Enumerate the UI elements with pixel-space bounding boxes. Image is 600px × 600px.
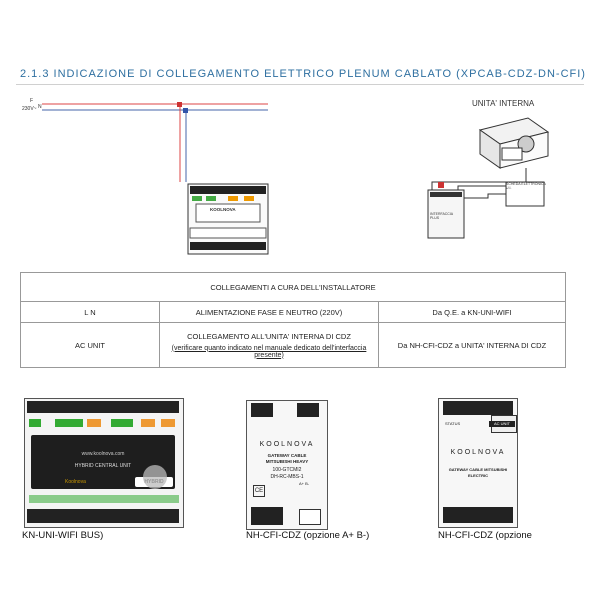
device3-brand: KOOLNOVA <box>450 449 506 456</box>
indoor-unit-label: UNITA' INTERNA <box>472 99 535 108</box>
device2-sub: DH-RC-MBS-1 <box>270 474 304 480</box>
connections-table <box>20 272 566 368</box>
device-center-text: HYBRID CENTRAL UNIT <box>74 463 132 469</box>
device3-ac-unit: AC UNIT <box>489 421 515 427</box>
row2-note: (verificare quanto indicato nel manuale dedicato dell'interfaccia presente) <box>171 344 367 359</box>
row2-title: COLLEGAMENTO ALL'UNITA' INTERNA DI CDZ <box>187 331 351 341</box>
kn-uni-wifi-device <box>24 398 184 528</box>
row1-col2: ALIMENTAZIONE FASE E NEUTRO (220V) <box>160 302 379 323</box>
label-f: F <box>30 98 34 104</box>
table-row <box>21 323 566 368</box>
nh-cfi-cdz-ab-device <box>246 400 328 530</box>
wifi-button <box>143 465 167 489</box>
row2-col3: Da NH-CFI-CDZ a UNITA' INTERNA DI CDZ <box>379 323 566 368</box>
section-title: 2.1.3 INDICAZIONE DI COLLEGAMENTO ELETTRICO PLENUM CABLATO (XPCAB-CDZ-DN-CFI) <box>20 68 586 80</box>
device-caption-3: NH-CFI-CDZ (opzione <box>438 530 532 541</box>
row2-col2 <box>160 323 379 368</box>
device-caption-1: KN-UNI-WIFI BUS) <box>22 530 104 541</box>
pcb-label: SCHEDA ELETTRONICA U.I. <box>506 182 546 190</box>
row2-col1: AC UNIT <box>21 323 160 368</box>
row1-col1: L N <box>21 302 160 323</box>
device2-model: 100-GTCMI2 <box>272 467 302 473</box>
device-website: www.koolnova.com <box>81 451 125 457</box>
device-caption-2: NH-CFI-CDZ (opzione A+ B-) <box>246 530 370 541</box>
nh-cfi-cdz-device <box>438 398 518 528</box>
table-row <box>21 302 566 323</box>
module-brand: KOOLNOVA <box>210 207 236 212</box>
device3-line1: GATEWAY CABLE MITSUBISHI <box>448 467 508 472</box>
device2-line1: GATEWAY CABLE <box>267 453 307 458</box>
device2-ab: A+ B- <box>299 481 310 486</box>
device-brand: Koolnova <box>65 479 86 485</box>
display-panel <box>31 435 175 489</box>
duct-unit <box>480 118 548 168</box>
device3-status: STATUS <box>445 421 461 426</box>
indoor-unit-diagram <box>418 110 568 250</box>
ce-mark-icon: CE <box>253 485 265 497</box>
central-unit-module <box>188 184 268 254</box>
title-divider <box>16 84 584 85</box>
device2-line2: MITSUBISHI HEAVY <box>265 459 309 464</box>
row1-col3: Da Q.E. a KN-UNI-WIFI <box>379 302 566 323</box>
label-voltage: 230V~ <box>22 106 37 112</box>
table-header: COLLEGAMENTI A CURA DELL'INSTALLATORE <box>21 273 566 302</box>
device3-line2: ELECTRIC <box>468 473 488 478</box>
interface-label: INTERFACCIA PLUS <box>430 212 453 220</box>
label-n: N <box>38 104 42 110</box>
device2-brand: KOOLNOVA <box>259 441 315 448</box>
wiring-diagram <box>20 90 270 260</box>
